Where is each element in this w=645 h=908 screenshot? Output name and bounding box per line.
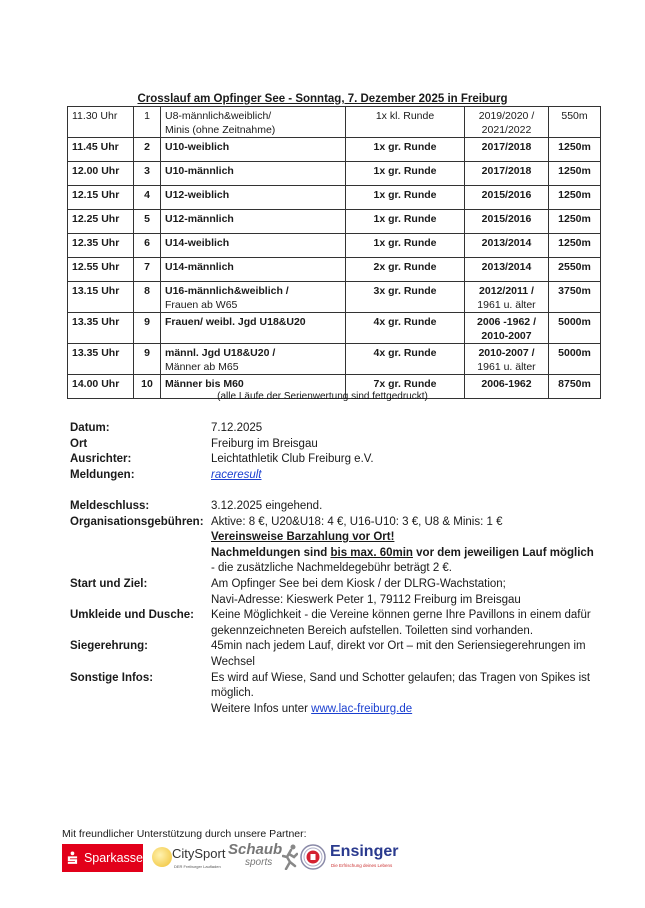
race-category-text-2: Männer ab M65 [165, 361, 239, 373]
start-time-text: 14.00 Uhr [72, 378, 120, 390]
birth-years [465, 282, 549, 313]
race-laps-text: 3x gr. Runde [373, 285, 437, 297]
barzahlung-notice: Vereinsweise Barzahlung vor Ort! [211, 531, 395, 544]
race-laps [346, 313, 465, 344]
race-number-text: 9 [144, 316, 150, 328]
race-distance [549, 313, 601, 344]
start-time [68, 138, 134, 162]
race-category [161, 234, 346, 258]
race-category [161, 107, 346, 138]
event-info [70, 421, 610, 717]
start-time-text: 12.55 Uhr [72, 261, 120, 273]
birth-years-text: 2017/2018 [481, 141, 532, 153]
start-time [68, 107, 134, 138]
info-start [70, 577, 610, 608]
start-time [68, 162, 134, 186]
schedule-row [68, 282, 601, 313]
sonstige-line-3 [211, 702, 610, 718]
race-category-text: U14-männlich [165, 261, 234, 273]
race-laps-text: 1x gr. Runde [373, 237, 437, 249]
race-number [134, 162, 161, 186]
sponsor-logos [62, 842, 422, 872]
birth-years [465, 186, 549, 210]
ort-label: Ort [70, 437, 88, 450]
ensinger-sub: Die Erfrischung deines Lebens [331, 863, 393, 868]
race-category [161, 138, 346, 162]
race-distance [549, 186, 601, 210]
race-number [134, 138, 161, 162]
birth-years-text: 2012/2011 / [479, 285, 534, 297]
race-category [161, 258, 346, 282]
race-laps [346, 258, 465, 282]
race-distance-text: 1250m [558, 189, 591, 201]
nachmeldung-notice [211, 546, 610, 562]
schedule-row [68, 344, 601, 375]
sparkasse-name: Sparkasse [83, 851, 143, 865]
info-umkleide [70, 608, 610, 639]
start-time-text: 12.25 Uhr [72, 213, 120, 225]
schedule-row [68, 210, 601, 234]
ensinger-logo [330, 842, 420, 872]
race-distance [549, 138, 601, 162]
birth-years-text: 2010-2007 / [478, 347, 535, 359]
weitere-infos-text: Weitere Infos unter [211, 702, 312, 715]
nachmeldung-deadline: bis max. 60min [330, 546, 413, 559]
birth-years-text: 2017/2018 [481, 165, 532, 177]
race-number-text: 9 [144, 347, 150, 359]
gebuehren-label: Organisationsgebühren: [70, 515, 204, 528]
race-distance [549, 234, 601, 258]
page-title: Crosslauf am Opfinger See - Sonntag, 7. Dezember 2025 in Freiburg [137, 93, 508, 105]
series-note: (alle Läufe der Serienwertung sind fettgedruckt) [217, 391, 428, 402]
race-category [161, 186, 346, 210]
start-time-text: 13.35 Uhr [72, 316, 120, 328]
race-laps [346, 210, 465, 234]
schedule-table [67, 106, 601, 399]
race-laps [346, 107, 465, 138]
schedule-row [68, 234, 601, 258]
info-ausrichter [70, 452, 610, 468]
race-category-text-2: Minis (ohne Zeitnahme) [165, 124, 276, 136]
meldungen-label: Meldungen: [70, 468, 135, 481]
nachmeldung-text-c: vor dem jeweiligen Lauf möglich [412, 546, 594, 559]
info-meldeschluss [70, 499, 610, 515]
race-number-text: 6 [144, 237, 150, 249]
birth-years-text: 2013/2014 [481, 237, 532, 249]
schedule-row [68, 186, 601, 210]
start-time [68, 344, 134, 375]
race-laps [346, 162, 465, 186]
schedule-row [68, 258, 601, 282]
race-number [134, 313, 161, 344]
race-number-text: 8 [144, 285, 150, 297]
sonstige-line-2: möglich. [211, 687, 254, 700]
ausrichter-value: Leichtathletik Club Freiburg e.V. [211, 453, 374, 466]
race-distance-text: 1250m [558, 141, 591, 153]
sonstige-label: Sonstige Infos: [70, 671, 154, 684]
start-time-text: 12.35 Uhr [72, 237, 120, 249]
race-category [161, 210, 346, 234]
race-laps-text: 1x kl. Runde [375, 110, 435, 122]
sieger-line-1: 45min nach jedem Lauf, direkt vor Ort – mit den Seriensiegerehrungen im [211, 640, 586, 653]
race-distance-text: 5000m [558, 316, 591, 328]
race-laps-text: 1x gr. Runde [373, 189, 437, 201]
info-sonstige [70, 671, 610, 718]
start-location: Am Opfinger See bei dem Kiosk / der DLRG-Wachstation; [211, 577, 506, 590]
nachmeldegebuehr: - die zusätzliche Nachmeldegebühr beträgt 2 €. [211, 562, 453, 575]
ausrichter-label: Ausrichter: [70, 453, 132, 466]
race-number-text: 3 [144, 165, 150, 177]
schedule-row [68, 162, 601, 186]
citysport-logo [152, 844, 227, 872]
birth-years-text-2: 1961 u. älter [477, 361, 536, 373]
meldeschluss-label: Meldeschluss: [70, 499, 150, 512]
race-category-text: U12-weiblich [165, 189, 230, 201]
race-number [134, 282, 161, 313]
race-laps-text: 2x gr. Runde [373, 261, 437, 273]
race-distance-text: 3750m [558, 285, 591, 297]
race-number-text: 4 [144, 189, 150, 201]
start-time-text: 11.45 Uhr [72, 141, 119, 153]
start-time-text: 12.00 Uhr [72, 165, 120, 177]
start-time [68, 234, 134, 258]
info-ort [70, 437, 610, 453]
race-category-text: U16-männlich&weiblich / [165, 285, 289, 297]
birth-years-text-2: 1961 u. älter [477, 299, 536, 311]
race-number [134, 258, 161, 282]
race-laps [346, 282, 465, 313]
citysport-runner-icon [152, 847, 172, 867]
race-distance [549, 258, 601, 282]
race-distance-text: 5000m [558, 347, 591, 359]
start-time [68, 210, 134, 234]
birth-years [465, 162, 549, 186]
schaub-logo [228, 842, 298, 872]
race-distance [549, 210, 601, 234]
citysport-name: CitySport [172, 846, 226, 861]
race-distance-text: 8750m [558, 378, 591, 390]
race-distance-text: 550m [561, 110, 588, 122]
race-number-text: 2 [144, 141, 150, 153]
race-category-text: U10-männlich [165, 165, 234, 177]
schaub-sub: sports [245, 857, 273, 868]
nachmeldung-text-a: Nachmeldungen sind [211, 546, 331, 559]
race-number-text: 5 [144, 213, 150, 225]
birth-years [465, 313, 549, 344]
race-laps-text: 4x gr. Runde [373, 316, 437, 328]
race-number [134, 186, 161, 210]
umkleide-line-1: Keine Möglichkeit - die Vereine können gerne Ihre Pavillons in einem dafür [211, 609, 591, 622]
race-category-text: männl. Jgd U18&U20 / [165, 347, 276, 359]
race-distance-text: 2550m [558, 261, 591, 273]
schaub-name: Schaub [228, 841, 283, 858]
race-laps-text: 1x gr. Runde [373, 213, 437, 225]
umkleide-line-2: gekennzeichneten Bereich aufstellen. Toiletten sind vorhanden. [211, 624, 534, 637]
birth-years [465, 234, 549, 258]
race-distance [549, 162, 601, 186]
race-distance [549, 107, 601, 138]
race-category-text: U14-weiblich [165, 237, 230, 249]
race-category-text: U8-männlich&weiblich/ [165, 110, 272, 122]
race-category-text-2: Frauen ab W65 [165, 299, 238, 311]
race-category [161, 162, 346, 186]
race-laps [346, 138, 465, 162]
race-number-text: 10 [141, 378, 153, 390]
birth-years-text: 2006-1962 [481, 378, 532, 390]
start-label: Start und Ziel: [70, 577, 148, 590]
birth-years [465, 210, 549, 234]
sparkasse-logo [62, 844, 143, 872]
info-siegerehrung [70, 639, 610, 670]
start-time-text: 13.15 Uhr [72, 285, 120, 297]
runner-icon [282, 844, 298, 870]
race-number [134, 107, 161, 138]
start-time [68, 282, 134, 313]
race-number [134, 234, 161, 258]
birth-years [465, 107, 549, 138]
schedule-row [68, 313, 601, 344]
start-time-text: 12.15 Uhr [72, 189, 120, 201]
navi-address: Navi-Adresse: Kieswerk Peter 1, 79112 Freiburg im Breisgau [211, 593, 521, 606]
race-distance-text: 1250m [558, 213, 591, 225]
race-category [161, 282, 346, 313]
info-gebuehren [70, 515, 610, 577]
birth-years [465, 138, 549, 162]
race-distance-text: 1250m [558, 237, 591, 249]
citysport-sub: DER Freiburger Laufladen [174, 864, 221, 869]
race-category [161, 313, 346, 344]
race-number [134, 210, 161, 234]
umkleide-label: Umkleide und Dusche: [70, 609, 194, 622]
race-category-text: U10-weiblich [165, 141, 230, 153]
raceresult-link[interactable]: raceresult [211, 468, 262, 481]
birth-years [465, 258, 549, 282]
datum-label: Datum: [70, 422, 110, 434]
start-time [68, 313, 134, 344]
race-number-text: 7 [144, 261, 150, 273]
race-distance-text: 1250m [558, 165, 591, 177]
club-badge-icon [300, 844, 326, 870]
sieger-label: Siegerehrung: [70, 640, 148, 653]
race-laps [346, 234, 465, 258]
sonstige-line-1: Es wird auf Wiese, Sand und Schotter gelaufen; das Tragen von Spikes ist [211, 671, 591, 684]
birth-years-text: 2013/2014 [481, 261, 532, 273]
race-laps [346, 344, 465, 375]
race-number-text: 1 [144, 110, 150, 122]
start-time-text: 11.30 Uhr [72, 110, 118, 122]
birth-years-text: 2019/2020 / [478, 110, 535, 122]
meldeschluss-value: 3.12.2025 eingehend. [211, 499, 323, 512]
info-datum [70, 421, 610, 437]
race-distance [549, 282, 601, 313]
race-laps-text: 7x gr. Runde [373, 378, 437, 390]
birth-years-text: 2015/2016 [481, 189, 532, 201]
start-time [68, 186, 134, 210]
race-category-text: U12-männlich [165, 213, 234, 225]
schedule-row [68, 138, 601, 162]
gebuehren-prices: Aktive: 8 €, U20&U18: 4 €, U16-U10: 3 €, U8 & Minis: 1 € [211, 515, 503, 528]
birth-years-text: 2015/2016 [481, 213, 532, 225]
race-category [161, 344, 346, 375]
birth-years [465, 344, 549, 375]
start-time [68, 258, 134, 282]
race-laps-text: 1x gr. Runde [373, 141, 437, 153]
start-time-text: 13.35 Uhr [72, 347, 120, 359]
race-category-text: Frauen/ weibl. Jgd U18&U20 [165, 316, 306, 328]
sponsors-label: Mit freundlicher Unterstützung durch unsere Partner: [62, 828, 307, 840]
race-laps-text: 1x gr. Runde [373, 165, 437, 177]
sparkasse-s-icon [67, 850, 78, 866]
race-distance [549, 344, 601, 375]
info-meldungen [70, 468, 610, 484]
ort-value: Freiburg im Breisgau [211, 437, 318, 450]
race-number [134, 344, 161, 375]
birth-years-text: 2006 -1962 / [477, 316, 536, 328]
race-laps [346, 186, 465, 210]
birth-years-text-2: 2021/2022 [481, 124, 532, 136]
race-category-text: Männer bis M60 [165, 378, 244, 390]
birth-years-text-2: 2010-2007 [481, 330, 532, 342]
ensinger-name: Ensinger [330, 843, 399, 860]
lac-freiburg-link[interactable]: www.lac-freiburg.de [311, 702, 413, 715]
datum-value: 7.12.2025 [211, 422, 263, 434]
race-laps-text: 4x gr. Runde [373, 347, 437, 359]
schedule-row [68, 107, 601, 138]
sieger-line-2: Wechsel [211, 655, 255, 668]
